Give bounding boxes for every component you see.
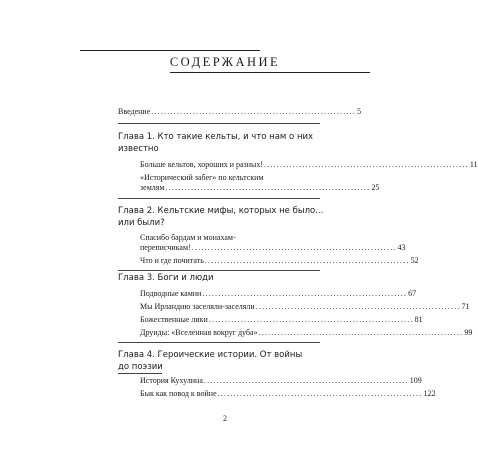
toc-entry[interactable]: [140, 183, 380, 193]
chapter-4-title-line2[interactable]: до поэзии: [118, 362, 163, 372]
toc-entry[interactable]: [140, 389, 436, 399]
toc-entry[interactable]: [140, 243, 406, 253]
section-divider: [118, 270, 320, 271]
toc-leader-dots: ................................................................: [258, 328, 464, 337]
toc-entry-page: 43: [397, 243, 406, 252]
toc-entry-label: Божественные лики: [140, 315, 208, 324]
toc-entry-label: Друиды: «Вселенная вокруг дуба»: [140, 328, 258, 337]
page-number: 2: [223, 414, 227, 423]
title-rule-top: [80, 50, 260, 51]
toc-entry-page: 5: [357, 107, 362, 116]
toc-entry-page: 67: [408, 289, 417, 298]
toc-entry-label: Мы Ирландию заселяли-заселяли: [140, 302, 255, 311]
toc-entry-label: землям: [140, 183, 165, 192]
toc-entry-label-line1[interactable]: Спасибо бардам и монахам-: [140, 233, 236, 242]
toc-leader-dots: ................................................................: [191, 243, 397, 252]
toc-entry-page: 25: [371, 183, 380, 192]
toc-leader-dots: ................................................................: [217, 389, 423, 398]
title-rule-bottom: [170, 72, 370, 73]
toc-entry[interactable]: [140, 289, 417, 299]
toc-leader-dots: ................................................................: [202, 289, 408, 298]
toc-entry[interactable]: [140, 328, 473, 338]
toc-leader-dots: ................................................................: [165, 183, 371, 192]
toc-entry-page: 122: [423, 389, 436, 398]
toc-entry-label: Введение: [118, 107, 151, 116]
toc-leader-dots: ................................................................: [204, 256, 410, 265]
chapter-underline: [118, 373, 162, 374]
toc-entry-page: 11: [469, 160, 478, 169]
toc-leader-dots: ................................................................: [255, 302, 461, 311]
toc-entry[interactable]: [140, 256, 419, 266]
page-title: СОДЕРЖАНИЕ: [169, 55, 281, 69]
toc-entry-page: 81: [414, 315, 423, 324]
section-divider: [118, 342, 320, 343]
toc-entry-label: Подводные камни: [140, 289, 202, 298]
toc-entry-intro[interactable]: [118, 107, 362, 117]
toc-entry-label: Что и где почитать: [140, 256, 204, 265]
toc-entry[interactable]: [140, 315, 423, 325]
toc-leader-dots: ................................................................: [203, 376, 409, 385]
chapter-3-title-line1[interactable]: Глава 3. Боги и люди: [118, 273, 214, 283]
chapter-2-title-line1[interactable]: Глава 2. Кельтские мифы, которых не было...: [118, 206, 324, 216]
section-divider: [118, 123, 320, 124]
toc-entry-page: 71: [461, 302, 470, 311]
toc-leader-dots: ................................................................: [151, 107, 357, 116]
toc-entry-label: Больше кельтов, хороших и разных!: [140, 160, 264, 169]
toc-entry-label: История Кухулина: [140, 376, 203, 385]
chapter-1-title-line2[interactable]: известно: [118, 144, 159, 154]
toc-entry[interactable]: [140, 302, 470, 312]
section-divider: [118, 198, 320, 199]
toc-leader-dots: ................................................................: [264, 160, 469, 169]
toc-entry[interactable]: [140, 376, 422, 386]
toc-entry[interactable]: [140, 160, 478, 170]
toc-leader-dots: ................................................................: [208, 315, 414, 324]
toc-entry-label-line1[interactable]: «Исторический забег» по кельтским: [140, 173, 264, 182]
chapter-1-title-line1[interactable]: Глава 1. Кто такие кельты, и что нам о них: [118, 132, 314, 142]
chapter-4-title-line1[interactable]: Глава 4. Героические истории. От войны: [118, 350, 303, 360]
toc-entry-label: переписчикам!: [140, 243, 191, 252]
toc-entry-page: 109: [409, 376, 422, 385]
toc-entry-page: 99: [464, 328, 473, 337]
toc-entry-label: Бык как повод к войне: [140, 389, 217, 398]
chapter-2-title-line2[interactable]: или были?: [118, 218, 165, 228]
toc-entry-page: 52: [410, 256, 419, 265]
